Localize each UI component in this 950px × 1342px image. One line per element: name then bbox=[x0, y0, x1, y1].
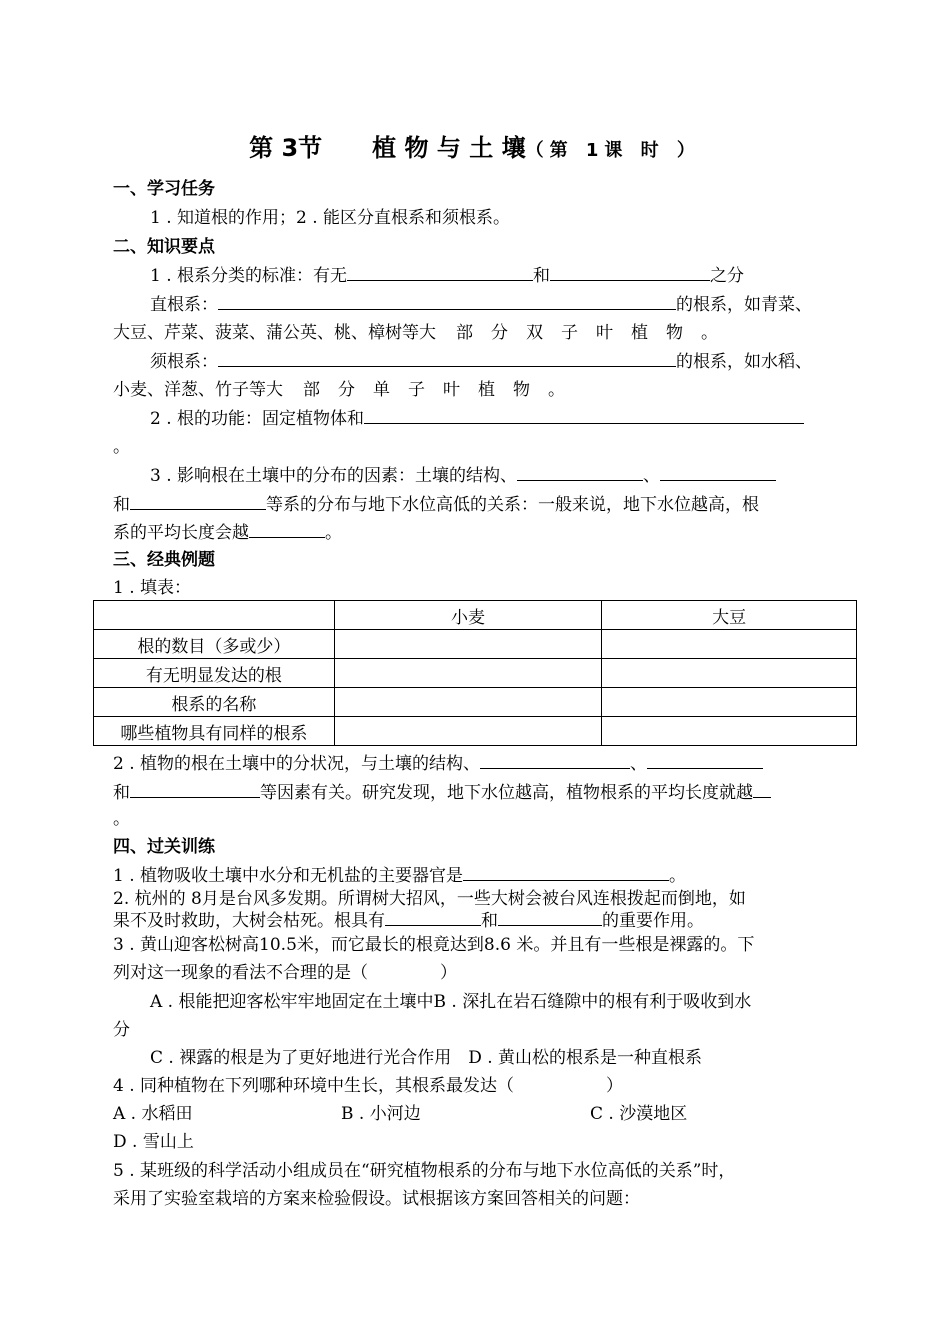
row-label: 哪些植物具有同样的根系 bbox=[94, 717, 335, 746]
question-4-option-a[interactable]: A . 水稻田 bbox=[113, 1104, 193, 1124]
fill-blank[interactable] bbox=[385, 909, 481, 926]
key-point-2-end: 。 bbox=[113, 437, 130, 457]
example-1: 1 . 填表： bbox=[113, 578, 192, 598]
row-label: 有无明显发达的根 bbox=[94, 659, 335, 688]
question-2-line2: 果不及时救助，大树会枯死。根具有 和 的重要作用。 bbox=[113, 911, 704, 931]
fill-blank[interactable] bbox=[364, 407, 804, 424]
question-1: 1 . 植物吸收土壤中水分和无机盐的主要器官是 。 bbox=[113, 866, 687, 886]
question-3-line2: 列对这一现象的看法不合理的是（ ） bbox=[113, 963, 457, 983]
heading-learning-tasks: 一、学习任务 bbox=[113, 179, 215, 199]
task-line: 1 . 知道根的作用；2 . 能区分直根系和须根系。 bbox=[150, 208, 511, 228]
table-row bbox=[94, 688, 857, 717]
key-point-2: 2 . 根的功能：固定植物体和 bbox=[150, 407, 804, 430]
heading-key-points: 二、知识要点 bbox=[113, 237, 215, 257]
question-4-option-b[interactable]: B . 小河边 bbox=[341, 1104, 421, 1124]
key-point-3-line2: 和 等系的分布与地下水位高低的关系：一般来说，地下水位越高，根 bbox=[113, 495, 759, 515]
question-3-option-cd: C . 裸露的根是为了更好地进行光合作用 D . 黄山松的根系是一种直根系 bbox=[150, 1048, 703, 1068]
heading-practice: 四、过关训练 bbox=[113, 837, 215, 857]
page-title bbox=[0, 128, 950, 163]
example-2-end: 。 bbox=[113, 809, 130, 829]
answer-cell[interactable] bbox=[334, 630, 602, 659]
taproot-line: 直根系： 的根系，如青菜、 bbox=[150, 295, 812, 315]
fill-blank[interactable] bbox=[249, 521, 325, 538]
answer-cell[interactable] bbox=[602, 688, 857, 717]
question-3-option-ab: A . 根能把迎客松牢牢地固定在土壤中B . 深扎在岩石缝隙中的根有利于吸收到水 bbox=[150, 992, 752, 1012]
fill-blank[interactable] bbox=[218, 293, 676, 310]
answer-cell[interactable] bbox=[334, 659, 602, 688]
question-3: 3 . 黄山迎客松树高10.5米，而它最长的根竟达到8.6 米。并且有一些根是裸露的。下 bbox=[113, 935, 755, 955]
fill-table bbox=[93, 600, 857, 746]
fibrous-line: 须根系： 的根系，如水稻、 bbox=[150, 352, 812, 372]
table-row bbox=[94, 717, 857, 746]
table-row bbox=[94, 659, 857, 688]
key-point-3: 3 . 影响根在土壤中的分布的因素：土壤的结构、 、 bbox=[150, 464, 776, 487]
fill-blank[interactable] bbox=[517, 464, 643, 481]
key-point-3-line3: 系的平均长度会越 。 bbox=[113, 523, 342, 543]
key-point-1: 1 . 根系分类的标准：有无 和 之分 bbox=[150, 266, 745, 286]
table-row bbox=[94, 630, 857, 659]
answer-cell[interactable] bbox=[602, 630, 857, 659]
title-topic: 植 物 与 土 壤 bbox=[372, 134, 526, 162]
fill-blank[interactable] bbox=[218, 350, 676, 367]
fill-blank[interactable] bbox=[660, 464, 776, 481]
question-5: 5 . 某班级的科学活动小组成员在“研究植物根系的分布与地下水位高低的关系”时， bbox=[113, 1161, 736, 1181]
question-4-option-c[interactable]: C . 沙漠地区 bbox=[590, 1104, 688, 1124]
taproot-examples: 大豆、芹菜、菠菜、蒲公英、桃、樟树等大 部分双子叶植物。 bbox=[113, 323, 718, 343]
fill-blank[interactable] bbox=[463, 864, 669, 881]
fill-blank[interactable] bbox=[130, 493, 266, 510]
question-2: 2. 杭州的 8月是台风多发期。所谓树大招风，一些大树会被台风连根拨起而倒地，如 bbox=[113, 889, 746, 909]
fill-blank[interactable] bbox=[753, 781, 771, 798]
fill-blank[interactable] bbox=[647, 752, 763, 769]
table-header bbox=[94, 601, 335, 630]
question-3-option-ab-end: 分 bbox=[113, 1020, 130, 1040]
answer-cell[interactable] bbox=[334, 717, 602, 746]
question-4-option-d[interactable]: D . 雪山上 bbox=[113, 1132, 194, 1152]
title-lesson: （第 1课 时 ） bbox=[525, 140, 701, 161]
heading-examples: 三、经典例题 bbox=[113, 550, 215, 570]
title-section: 第 3节 bbox=[249, 134, 323, 162]
fill-blank[interactable] bbox=[130, 781, 260, 798]
fibrous-examples: 小麦、洋葱、竹子等大 部分单子叶植物。 bbox=[113, 380, 565, 400]
fill-blank[interactable] bbox=[347, 264, 533, 281]
table-header: 小麦 bbox=[334, 601, 602, 630]
row-label: 根的数目（多或少） bbox=[94, 630, 335, 659]
answer-cell[interactable] bbox=[334, 688, 602, 717]
question-5-line2: 采用了实验室栽培的方案来检验假设。试根据该方案回答相关的问题： bbox=[113, 1189, 640, 1209]
example-2: 2 . 植物的根在土壤中的分状况，与土壤的结构、 、 bbox=[113, 752, 763, 775]
answer-cell[interactable] bbox=[602, 659, 857, 688]
answer-cell[interactable] bbox=[602, 717, 857, 746]
table-header: 大豆 bbox=[602, 601, 857, 630]
fill-blank[interactable] bbox=[550, 264, 710, 281]
example-2-line2: 和 等因素有关。研究发现，地下水位越高，植物根系的平均长度就越 bbox=[113, 781, 771, 804]
fill-blank[interactable] bbox=[480, 752, 630, 769]
fill-blank[interactable] bbox=[498, 909, 602, 926]
table-header-row bbox=[94, 601, 857, 630]
question-4: 4 . 同种植物在下列哪种环境中生长，其根系最发达（ ） bbox=[113, 1076, 624, 1096]
row-label: 根系的名称 bbox=[94, 688, 335, 717]
